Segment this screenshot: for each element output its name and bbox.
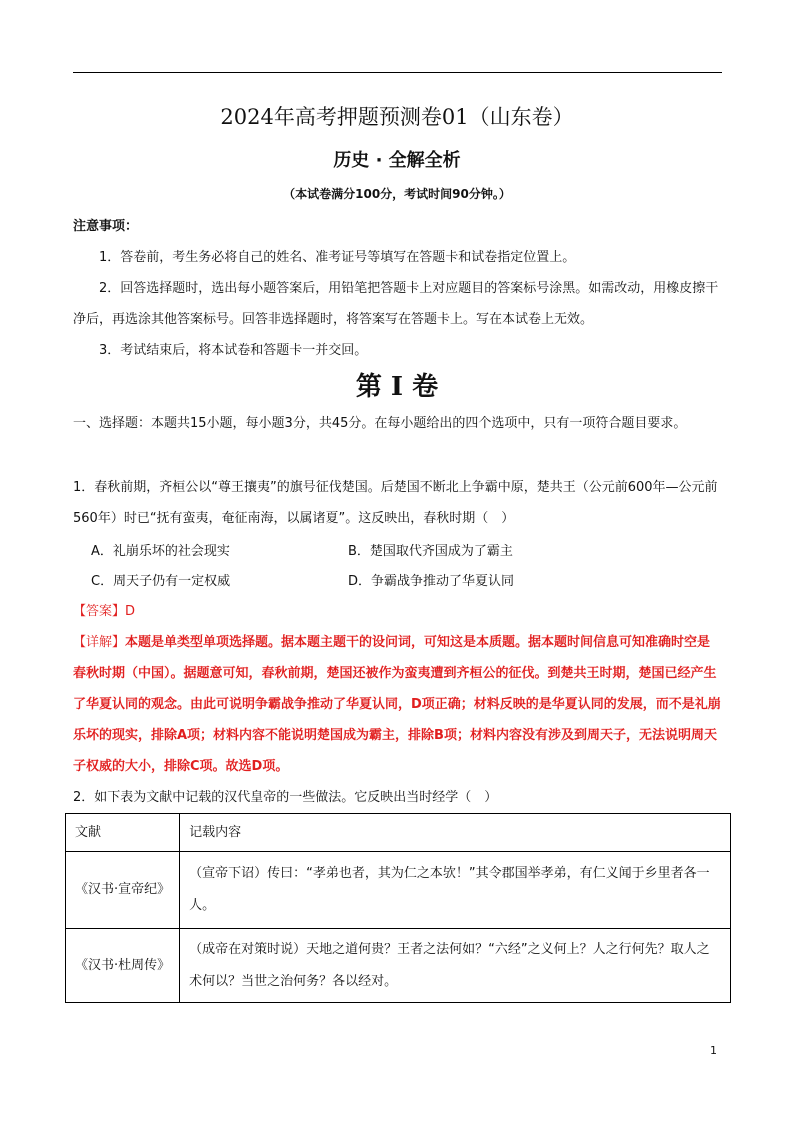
table-cell-content: （成帝在对策时说）天地之道何贵？王者之法何如？“六经”之义何上？人之行何先？取人之术何以？当世之治何务？各以经对。 [180, 929, 731, 1003]
notice-item-3: 3．考试结束后，将本试卷和答题卡一并交回。 [99, 343, 368, 358]
question-1-stem: 1．春秋前期，齐桓公以“尊王攘夷”的旗号征伐楚国。后楚国不断北上争霸中原，楚共王（公元前600年—公元前560年）时已“抚有蛮夷，奄征南海，以属诸夏”。这反映出，春秋时期（ ） [73, 480, 718, 526]
table-header-cell: 文献 [66, 814, 180, 852]
table-row [66, 852, 731, 929]
q2-table [65, 813, 731, 1003]
q1-option-b: B．楚国取代齐国成为了霸主 [348, 544, 513, 559]
q1-option-d: D．争霸战争推动了华夏认同 [348, 574, 515, 589]
q1-answer: 【答案】D [73, 604, 136, 619]
notice-item-2: 2．回答选择题时，选出每小题答案后，用铅笔把答题卡上对应题目的答案标号涂黑。如需改动，用橡皮擦干净后，再选涂其他答案标号。回答非选择题时，将答案写在答题卡上。写在本试卷上无效。 [73, 281, 719, 327]
q1-option-c: C．周天子仍有一定权威 [91, 574, 231, 589]
page-number: 1 [710, 1044, 717, 1057]
table-cell-content: （宣帝下诏）传曰：“孝弟也者，其为仁之本欤！”其令郡国举孝弟，有仁义闻于乡里者各一人。 [180, 852, 731, 929]
exam-title: 2024年高考押题预测卷01（山东卷） [220, 105, 574, 129]
section-intro: 一、选择题：本题共15小题，每小题3分，共45分。在每小题给出的四个选项中，只有一项符合题目要求。 [73, 416, 687, 431]
table-cell-source: 《汉书·宣帝纪》 [66, 852, 180, 929]
exam-subtitle: 历史 · 全解全析 [333, 150, 461, 171]
q1-explanation-text: 本题是单类型单项选择题。据本题主题干的设问词，可知这是本质题。据本题时间信息可知准确时空是春秋时期（中国）。据题意可知，春秋前期，楚国还被作为蛮夷遭到齐桓公的征伐。到楚共王时期，楚国已经产生了华夏认同的观念。由此可说明争霸战争推动了华夏认同，D项正确；材料反映的是华夏认同的发展，而不是礼崩乐坏的现实，排除A项；材料内容不能说明楚国成为霸主，排除B项；材料内容没有涉及到周天子，无法说明周天子权威的大小，排除C项。故选D项。 [73, 635, 721, 774]
question-2-stem: 2．如下表为文献中记载的汉代皇帝的一些做法。它反映出当时经学（ ） [73, 790, 498, 805]
exam-info: （本试卷满分100分，考试时间90分钟。） [283, 187, 511, 201]
notice-item-1: 1．答卷前，考生务必将自己的姓名、准考证号等填写在答题卡和试卷指定位置上。 [99, 250, 576, 265]
top-rule [73, 72, 722, 73]
q1-option-a: A．礼崩乐坏的社会现实 [91, 544, 230, 559]
q1-explanation-label: 【详解】 [73, 635, 126, 650]
table-row [66, 929, 731, 1003]
q1-explanation [73, 627, 723, 782]
table-cell-source: 《汉书·杜周传》 [66, 929, 180, 1003]
notice-heading: 注意事项： [73, 219, 139, 234]
table-header-cell: 记载内容 [180, 814, 731, 852]
section-title: 第 I 卷 [355, 372, 439, 402]
table-header-row [66, 814, 731, 852]
